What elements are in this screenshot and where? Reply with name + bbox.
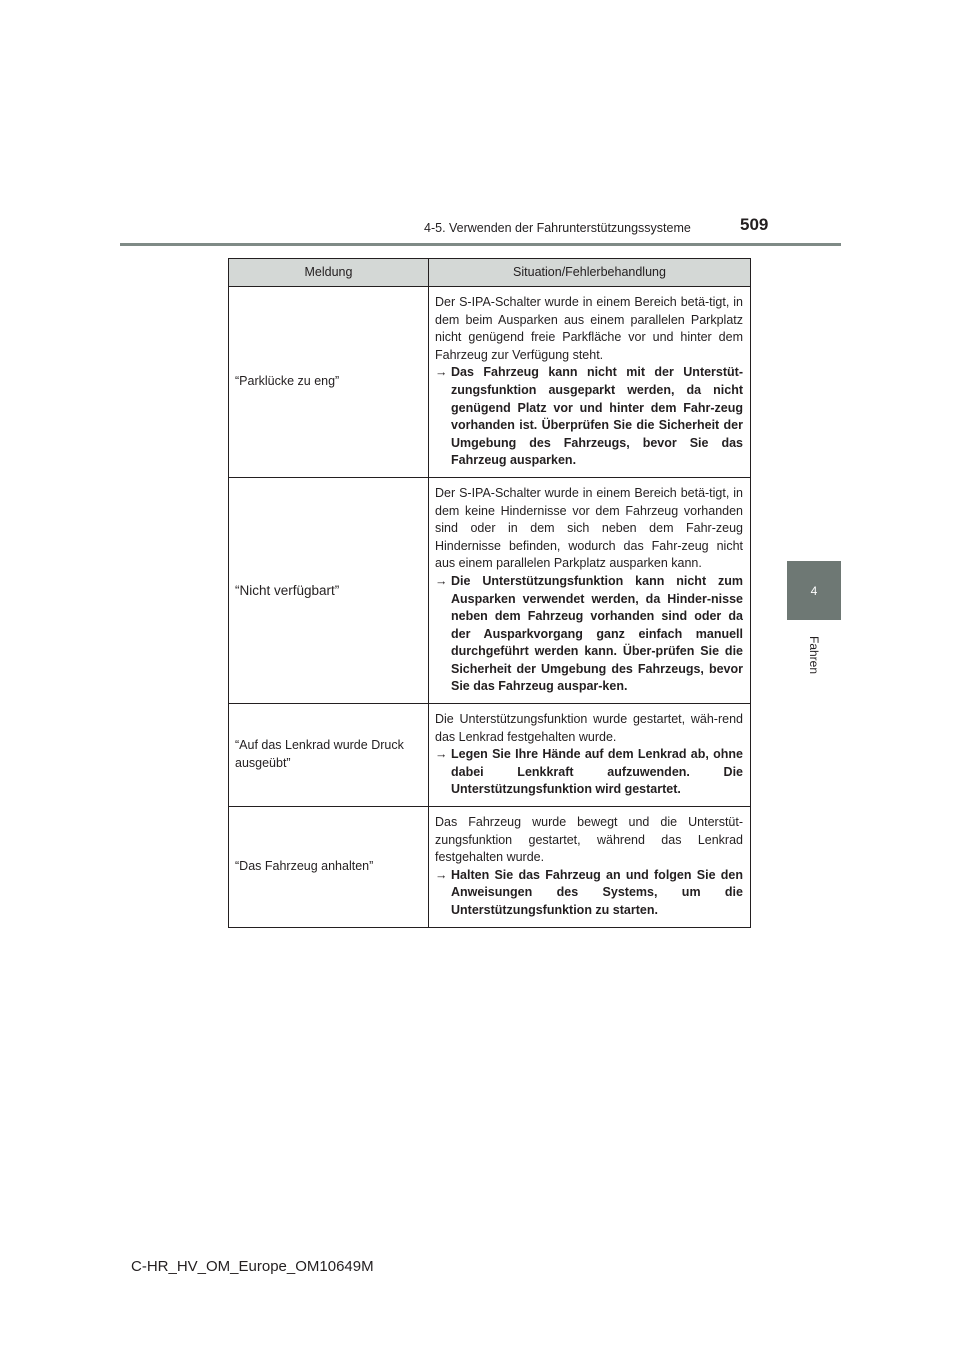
page-number: 509 (740, 215, 769, 234)
column-header-message: Meldung (229, 259, 429, 287)
action-text-block (435, 573, 743, 696)
situation-text: Der S-IPA-Schalter wurde in einem Bereich betä-tigt, in dem keine Hindernisse vor dem Fahrzeug vorhanden sind oder in dem sich neben dem Fahr-zeug Hindernisse befinden, wodurch das Fahr-zeug nicht aus einem parallelen Parkplatz ausparken kann. (435, 485, 743, 571)
table-row (229, 704, 751, 807)
message-cell: “Das Fahrzeug anhalten” (229, 807, 429, 928)
situation-cell (429, 477, 751, 703)
action-text-block (435, 364, 743, 470)
chapter-tab (787, 561, 841, 620)
message-cell: “Nicht verfügbart” (229, 477, 429, 703)
situation-cell (429, 287, 751, 478)
situation-text: Das Fahrzeug wurde bewegt und die Unterstüt-zungsfunktion gestartet, während das Lenkrad festgehalten wurde. (435, 815, 743, 865)
situation-cell (429, 704, 751, 807)
arrow-icon: → (435, 573, 448, 588)
section-title: 4-5. Verwenden der Fahrunterstützungssysteme (424, 221, 691, 235)
action-text-block (435, 867, 743, 920)
arrow-icon: → (435, 867, 448, 882)
action-text: Die Unterstützungsfunktion kann nicht zum Ausparken verwendet werden, da Hinder-nisse neben dem Fahrzeug vorhanden sind oder da der Ausparkvorgang ganz einfach manuell durchgeführt werden kann. Über-prüfen Sie die Sicherheit der Umgebung des Fahrzeugs, bevor Sie das Fahrzeug auspar-ken. (451, 573, 743, 694)
message-cell: “Parklücke zu eng” (229, 287, 429, 478)
column-header-situation: Situation/Fehlerbehandlung (429, 259, 751, 287)
arrow-icon: → (435, 365, 448, 380)
table-row (229, 807, 751, 928)
table-header-row (229, 259, 751, 287)
table-row (229, 477, 751, 703)
situation-cell (429, 807, 751, 928)
document-code: C-HR_HV_OM_Europe_OM10649M (131, 1258, 374, 1275)
action-text: Das Fahrzeug kann nicht mit der Unterstüt-zungsfunktion ausgeparkt werden, da nicht genügend Platz vor und hinter dem Fahr-zeug vorhanden ist. Überprüfen Sie die Sicherheit der Umgebung des Fahrzeugs, bevor Sie das Fahrzeug ausparken. (451, 365, 743, 468)
situation-text: Die Unterstützungsfunktion wurde gestartet, wäh-rend das Lenkrad festgehalten wurde. (435, 712, 743, 744)
message-table (228, 258, 751, 928)
message-cell: “Auf das Lenkrad wurde Druck ausgeübt” (229, 704, 429, 807)
table-row (229, 287, 751, 478)
header-divider (120, 243, 841, 246)
chapter-number: 4 (810, 583, 818, 598)
chapter-label: Fahren (807, 635, 821, 675)
action-text: Legen Sie Ihre Hände auf dem Lenkrad ab, ohne dabei Lenkkraft aufzuwenden. Die Unterstützungsfunktion wird gestartet. (451, 747, 743, 797)
situation-text: Der S-IPA-Schalter wurde in einem Bereich betä-tigt, in dem beim Ausparken aus einem parallelen Parkplatz nicht genügend freie Parkfläche vor und hinter dem Fahrzeug zur Verfügung steht. (435, 295, 743, 362)
arrow-icon: → (435, 747, 448, 762)
action-text: Halten Sie das Fahrzeug an und folgen Sie den Anweisungen des Systems, um die Unterstützungsfunktion zu starten. (451, 867, 743, 917)
action-text-block (435, 746, 743, 799)
